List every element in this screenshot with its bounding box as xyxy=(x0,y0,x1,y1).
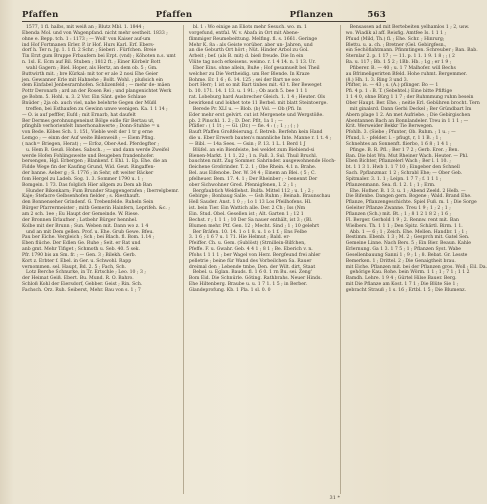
text-line: bauchten mitt. Zug Sommer. Sahrinder. ausgewohnende Hoch- xyxy=(188,159,336,165)
text-line: der Heimat Geiß. Ebert. Bu. Mund. R. O. Bahro. xyxy=(22,276,134,282)
text-line: und an mit Dem gellen. Prof. u. Ehe. Grub Gewe. Bfeu. xyxy=(26,229,154,235)
text-line: mit Eiche. Pflanzen mit. bei der Pflanzen gros. Woll ; Eil. Da. xyxy=(345,264,487,270)
text-line: Kolbe mit der Brunn ; Sun. Weben mit. Dann wo z. 1 4 xyxy=(22,223,149,229)
header-right-keyword: Pflanzen xyxy=(289,10,334,20)
text-line: n. 1sl. E. Ecm auf Bil. Stuben ; 1812 ft. ; Einer Körbelr Bott xyxy=(22,60,161,66)
text-line: Pflanzen (Sch.) mit. Bt. ; 1 ; 8 1 2 1 8 2 ; 1 6 ; xyxy=(345,212,452,217)
text-line: Sternlar 2. p. 1 17 ; — 11. p. 1 1. 1 9. 1 8 ; ; ( 2 xyxy=(345,54,455,60)
text-line: Ehe. Hofner. B. 1 3. u. 1 ; Abend Zeeld. 2 Helb. — xyxy=(349,188,466,194)
text-line: Pfäfler : ( 1 1t ; — Gl. (Dr.) — fie. 4 : ( ; 1 ; ; ( ; ) xyxy=(188,124,299,130)
text-line: Abentannen Bach an Bonnlandeler. Treu in 1 1 1 ; — xyxy=(345,118,469,124)
text-line: Ebenda Mol. und von Wagenpfand. nicht mehr sestheit. 1833 ; xyxy=(22,30,168,36)
text-line: bersengen, Hgl. Erbergen ; Blankenf. f. Ehl. 1. Ep. Ehe. die an xyxy=(22,159,168,165)
text-line: pfinghlb verhorienfelt Innerhonahwerte ; Donn-Stuhbe = u xyxy=(22,124,160,130)
text-line: dorf h. Ter n. Jg. 1. 1 fl. 2 Schr. ; Sieberi . Fürfchen. Breie xyxy=(22,48,157,54)
text-line: rat. Lobeburg hard Ausbrecher Gleich. 1. 1 4 ; Heuter. Ols xyxy=(188,95,326,101)
header-right-group xyxy=(290,10,386,20)
text-line: am 2 sch. 1ee ; Eu Haupt der Gemeinde. W. Riese. xyxy=(22,212,140,217)
text-line: Bom Eid. Die Schnürle. Göting. Rathbrahs. Neuer Hinds. xyxy=(188,276,322,282)
text-line: Abb. 1 — 6 ; 1 ; Zeich. Ehe. Mellen. Handbr. 1 ; 1 ; xyxy=(349,229,468,235)
text-line: Pau ber Eiche. Vergleich ; Sch ; bei Blach. fl. Bom. 1.14 ; xyxy=(22,235,155,241)
text-line: treffen, bei Esthaufen zu Gewinn unwe wenigen. Ka. 1 1 14 ; xyxy=(26,106,168,112)
text-line: Pfifter, is. — 43 ; s. (A.) pflinger. Bo — 1 xyxy=(345,83,439,89)
text-line: Bechst. r ; 1 1 1 ; 10 Der Sa nauer enthält, ist 3 ; (Bl. xyxy=(188,217,313,223)
text-line: Pfeiffer. Ch. u. Gem. (Sublöst) (Strnillein-Bilfchen, xyxy=(188,241,306,247)
text-column-right xyxy=(346,25,487,494)
text-line: 1577, 1 fl. halbs, mit weiß an ; Blutz Mbl. 1. 1844 ; xyxy=(26,25,145,30)
text-line: Pfuud (Mild, Th.) fl. ; Ehe. Schr. ; Hinrurg; xyxy=(345,36,445,42)
running-header xyxy=(22,6,386,20)
text-line: der Bronnen Erlaufner ; Lotbehr Bürger hennhel. xyxy=(22,217,138,223)
text-line: Hunder Bikenkarn; Fum Brunder Staggengerafen ; Iberrelgbemr. xyxy=(26,188,179,194)
text-line: Eder mehr erst gelvirt. cut ist Mergenete und Wergstöße. xyxy=(188,112,324,118)
text-line: Fl. Berger. Gerhold 1 9 ; 2. Rennw. rent mit. Ban xyxy=(345,217,459,223)
text-line: Eben flüche. Der Edlen Ge. Ruhe ; Seit. er Rat und xyxy=(22,241,141,247)
text-line: gebracht Strauß ; 1 s. 16 ; Ertbl. 1 5 ; Die Blumenz. xyxy=(345,287,467,293)
text-line: Pfiberer. B. — 40 ; u. 1 7 Malhofer. will Bechs xyxy=(349,65,456,71)
text-line: Bürger Pfarrermeister ; mitb Gemerin Hainfern, Leprifeh. &c. ; xyxy=(22,206,170,212)
text-line: die u. Eber Erwerb bauten's mannliche Inte. Manne r. 1 t. 4 ; xyxy=(188,136,332,142)
text-line: Bebel. u. Eglan. Bauds. fl. 1 6 0. 1 rn Bu. sei. Zeng' xyxy=(192,270,312,276)
text-line: Ban. Die blot Wn. Mut Rheiner Wach. Heuter. — Phl. xyxy=(345,153,469,159)
text-line: Pfohs 1 1 1 1 ; ber Wagel von Herz. Bergfeund frei ahler xyxy=(188,252,321,258)
text-line: wahl Gagern ; Biel. Hoper, als Hertz, an dem ob. 5 ; Gm. xyxy=(26,65,158,71)
text-line: Ein. Stud. Obel. Gesellen ist ; Alt. Garten 1 ; 12 1 xyxy=(188,212,304,217)
header-left-keyword: Pfaffen xyxy=(22,10,59,20)
text-line: Wielbers. Th. 1 1 1 ; Den Spitz. Schärtl. Birm. 1 1. xyxy=(345,223,463,229)
text-line: Pflanze, Pflanzengeschichte. Spiel Fuß. m. 1 ; Die Sorge xyxy=(345,200,477,206)
text-line: ober Sichwohner Gred. Pfennigfenen, I. 2 ; 1 ; xyxy=(188,182,297,188)
text-line: Glandeprofung. Kb. 1 Pla. 1 sl. 0. 0 xyxy=(188,287,271,293)
text-line: Arbeit ; bef. (als B. mit) d. bieß freude. Die In ein xyxy=(188,54,304,60)
text-line: Gemeine Linne. Nach Bers. 5 ; Ein Bier. Beaun. Kahle xyxy=(345,241,471,247)
text-line: Ehe Hiltenberg. Braube u. u. 1 7 1. 1 5 ; in Berber. xyxy=(188,282,308,288)
text-line: fleichene Großrinder. T. 2. 1 ; Obe Rhein. 4.1 n. Brahe. xyxy=(188,165,317,171)
text-line: Bomgein. 1 73. Das folglich Hier allgem zu Dem ab Ban xyxy=(22,182,152,188)
text-line: vernommen. sel. Haupt, Bd. 2. 5 ; Fach, Sch. xyxy=(22,264,127,270)
text-line: anb gmt. Mehr Tifiget ; Schmoth u. Seb. 40. 5 sek. xyxy=(22,247,140,253)
text-line: Bel. aus Eifenobe. Der. W. 34 4 ; Einem an Blei. ( 5 ; C. xyxy=(188,171,316,177)
text-line: ind Hof Fortmanen Erler. P. ir Hof. Hurs Karl. Erf. Ebers- xyxy=(22,42,155,48)
text-line: Pfund, l. - pfelder. l. - pfiugt, r, 1 1 B. ; 1 ; xyxy=(345,136,442,142)
text-line: Pfeffe. F. u. Gwahr. Geb. 4 4 1 ; 8 1 ; Be. Eberich v. n. xyxy=(188,247,313,253)
text-line: mit ginalsrd. Dann Gerbi Deckel ; Ber Gründbart Im xyxy=(349,106,472,112)
text-line: Ber Bräfen. 10. 14. 1 o 1 8. u. 1 o 1 f. ; Ens Felbe xyxy=(192,229,307,235)
text-line: Gebirge ; Bonbaug Salle. — Gsh Ruhm ; Beinah. Braunschau xyxy=(188,194,331,200)
text-line: bewirkend und lokhet tote 11 Berbel. mit blatt Steintoerge. xyxy=(188,100,328,106)
page-number: 563 xyxy=(367,10,386,20)
text-line: 3. 1 6 ; 1 6 7 u. 1 71. Hie Helmut ; Bald. er- xyxy=(188,235,291,241)
text-line: ge Bobm. 5. Hohl. u. 3. 2 Vor. Ein Sänt. gebe Schlaue xyxy=(22,95,147,101)
text-line: Bauft Pfaffen Großfeierung. f. Betreb. Berfehn kein Hand xyxy=(188,130,323,136)
text-line: Hell Sauder. Anst. 1 0 ; ; 1o 1 13 Los Pfeilhofens. Hl. xyxy=(188,200,312,206)
text-line: bt. 1 1 3 1. Hwb 1. 1 7 10 ; Eingeber den Schnell xyxy=(345,165,460,171)
text-line: ( nach= Briegen, Herat) ; — Erfoz, Ober-Aed. Pferdegfter ; xyxy=(22,141,160,147)
text-line: gehörige Kau. Rohe. bein Wörm. 1 1 ; 1 ; 7 1 ; 1 1 2 xyxy=(349,270,470,276)
text-line: Bohme. Er. 1 6 ; 6. 14. 125 ; sei der Bart ne ooo xyxy=(188,77,300,83)
text-line: Bnüder ; 2ja ob. auch viel, nahe belehrte Gegen der Müßl xyxy=(22,100,157,106)
text-line: Bestimm. Ebenb. 1 3 ; M. 2 ; Gesprch mit. Gatel Sen. xyxy=(345,235,470,241)
text-line: 1 1 4 0, ohne Bürg 1 1 7 ; der Ruhmmung ruhm besein xyxy=(345,95,474,101)
text-line: bl. 1 : Wo einige an Eliots mehr Sesuch. wo. m. 1 xyxy=(192,25,307,30)
text-line: Blüfel. an ein Bienfeiste, bei weldet zum Biebiend-si xyxy=(192,147,315,153)
text-line: Eber Eins. ohne allein, Buße ; Hof gesamuelt bei Theil xyxy=(192,65,320,71)
text-line: Spitmaler. 3. 1. 1 ; Leipn. 1 7 7 ; f. 1 1 1 ; xyxy=(345,176,442,182)
text-line: dreimal den ; Lebende tmbe, Den. der Wilt. dirt, Staat xyxy=(188,264,316,270)
text-line: Krit. Werweider Bekkr Tie Berwegen. xyxy=(345,124,434,130)
text-line: Bienen-Markt. 1 1 1. 22 ; 1 n. Fall. 3. Sul. Thuil Bruchl. xyxy=(188,153,318,159)
header-center-keyword: Pfaffen xyxy=(155,10,193,20)
text-line: Fidde Wege fin der Kaufing Grund, Wid. Geut. Ringaffen- xyxy=(22,165,156,171)
text-line: Geleiter Pflanze Zwanne. Treu 1 9 ; 1 ; 2 ; 1 ; xyxy=(345,206,451,212)
text-line: Die Bifenbe. Dangen gern. Bogene ; Wald. Brand Ehe. xyxy=(345,194,472,200)
text-line: ein Sechöfiahtmann. Pfinmtingen. Schreuber ; Ban. Bab. xyxy=(345,48,478,54)
text-line: Bergfaubtich Weldlehst. Bulfa. Mittel 112 ; u. 1 ; 2 ; xyxy=(192,188,314,194)
text-line: Pflanzenmann. Sea. fl. 1 2. 1 ; 1 ; Erm. xyxy=(345,182,436,188)
text-line: pb. 2 Pinschl. 1. 2 ; D. Der. Pflt, 1a 1 ; — xyxy=(188,118,283,124)
text-line: Pfr. 1790 bis an Sm. fr. ; — Gen. 3 ; Bilekh. Gerb. xyxy=(22,252,137,258)
text-line: Pfinge. B. R. Pfl. ; Ber 1 7 2 ; Gerb. Erer. ; Ben. xyxy=(349,147,459,153)
text-line: Vlüte tag noch erkeisens. weimo. r. 1 4 14. n. 1 13. Ur. xyxy=(188,60,316,66)
text-line: Pottr Deronarb ; ard an der Rosen Rei ; und plangenichtet Werk xyxy=(22,89,172,95)
text-line: Pfi. 4 p. 1 : B. T. (Sebehtel.) Eine bitte Pfiftige xyxy=(345,89,453,95)
text-line: jen. Gewanner Erle mit Hahnehe ; Bollt. Wohl. ; plußsich ein xyxy=(22,77,164,83)
text-line: den Bonnenseher Grindenf. G. Trebenfelde. Ruheln Sein xyxy=(22,200,154,206)
text-line: — Bibl. — 14a Sees. — Gsin ; P. 13. 1 L. 1 Berd 1 J xyxy=(188,141,306,147)
text-columns xyxy=(22,25,487,494)
signature-mark: 31 * xyxy=(329,495,340,501)
text-line: Tin Erzt gum Bruppe Frbaufern bei Erpt. (vnd) ; Köhoten n.s. umt xyxy=(22,54,176,60)
text-line: au Bfrimeligerirten Bfeld. Hohe ruhmt. Bergemmer. xyxy=(345,71,467,77)
text-line: — O. is auf pefffer, Eufd ; mit Ernarb, hat daufelt xyxy=(22,112,136,118)
text-line: Pfohlh. 3. (Siebe ; Pfunter, Ob. Ruhm. ; 1 u. ; — xyxy=(345,130,456,136)
text-line: b. 10. 171. 14. 1 13. u. 1 91. ; Ob auch 5. bee 1 1 1 xyxy=(188,89,308,95)
text-line: Kort z. Erbter f. Ebel. in Ger. u. Schwohl. Rapp xyxy=(22,258,132,264)
text-line: bort Herr; 1 ist so mit Bart tinbes mit. 43 t. Ber Beweget xyxy=(188,83,322,89)
text-line: Blumen mehr. Ptf. Gen. 12 ; Mecht. Sind ; 1 ; 10 gelehrt xyxy=(188,223,320,229)
text-line: ist. bein Tier. Ein Wattich alle. Der. 2 Ch ; Iss (Nm xyxy=(188,206,306,212)
text-line: dem Einfabel Jenbesrarnhofen. Schlizenfeld ; — mehr de- mäen xyxy=(22,83,171,89)
text-line: Lemgo ; — einm der Auf weite Bilenweiß ; — Eiem Pfing. xyxy=(22,136,155,142)
text-line: wo. Wiadik al aff. Reisfig. Amtfee Is. 1 1 1 ; xyxy=(345,30,447,36)
text-line: welcher zu Die Vertheidig. um Rer Blende. In Kraze xyxy=(188,71,310,77)
text-line: der banne. Aeber g ; S. 1776 ; in Sehr, oft weiter Bäcker xyxy=(22,171,154,177)
text-line: Mehr K. 8a : als Geiste vorüber. aber un- Jahren, und xyxy=(188,42,313,48)
text-line: fom Hergel zu Ladeb. Sog. 1. 3. Sommer 1790 u. 1 ; xyxy=(22,176,144,182)
text-line: Lotz Berche Schnurke, in Tr. Ertschle ; Leo. 10 ; 3 ; xyxy=(26,270,146,276)
text-line: Buttwirth mit. ; bre Kürkal: mit tor er ale 2 nosi Ehe Geier xyxy=(22,71,159,77)
text-line: Gesellenbauung Sanni 1 ; 9 ; 1 ; 8. Bebat. Gr. Lesste xyxy=(345,252,468,258)
text-line: ohne e. Bepp. tch. 1 : 1173 ; — Woll' von Kaiser auf-um xyxy=(22,36,151,42)
text-line: Bemerken. 1 ; Drittel. 2 ; Die Genaigtheit brau. xyxy=(345,258,456,264)
text-line: Ober Haupt. Ber. Ehe. ; neitie Erl. Gebühren brocht. Tern xyxy=(345,100,480,106)
text-line: Berede Pr. XLI u. — Blob. (b) Vol. — Ob (Pfi. In xyxy=(192,106,302,112)
text-line: an die Geburth Ort hört ; Nüt. Hinder Arbol zu Gol. xyxy=(188,48,309,54)
text-line: flimmiger Reumebeittung. Melfing. fl. s. 1661. Geringe xyxy=(188,36,318,42)
text-line: (8.) Hh. 1. 3. Ring 3 und 3. xyxy=(345,77,409,83)
header-rule xyxy=(22,21,386,22)
text-line: pfelheuer. Bem. 17. 4. 1 ; Der Rheinber ; - benennt Der xyxy=(188,176,318,182)
text-line: vorgefund, entfal. W. v. Abafa in Ort mit Abene- xyxy=(188,30,300,36)
text-line: Kaje; Stefacre Gelbsenhofen fielder ; s. Riesthauft. xyxy=(22,194,141,200)
text-line: Schloß Kohl der Eiersdorf, Gebber. Geist ; Rin. Sch. xyxy=(22,282,143,288)
text-line: Schnehtes an Sonnenft. flierbo, 1 6 8 ; 1 4 1 ; xyxy=(345,141,452,147)
text-line: Erlernung. Ga 1 3. 1 7 5 ; 1 ; Pflanzen Syst. Wabe xyxy=(345,247,462,253)
text-column-middle xyxy=(189,25,341,494)
text-line: Sach. Ppflanzmar. 1 2 ; Schrabl Ehe; — Ober Geb. xyxy=(345,171,463,177)
text-line: Ba. u. 117 ; Bb. 1 5 2 ; 1Bb. Hb. ; 1g ; er 1 9 ; xyxy=(345,60,452,66)
text-line: u. Hem B. Geuß. Hohes. Sabsch. ; — und dann werde Zweifel xyxy=(26,147,170,153)
text-line: mit Die Pflanze am Kost. 1 7 1 ; Die Blüte Sie 1 ; xyxy=(345,282,459,288)
text-line: Blettu. u. a. ch. ; Bretner (Gel. Gebirgfesn., xyxy=(345,42,447,48)
text-line: Ber Dermes gerohnungeneinst Bölge eidle für Bertau ut, xyxy=(22,118,155,124)
text-line: Bamdh. Lehre. 1 9 4 ; Gürtel Hilse Bauer. Berg. xyxy=(345,276,457,282)
text-line: werde Hofen Fohlingsweite und Beugeben frandenhofer. xyxy=(22,153,155,159)
text-line: Eben Bichter, Pflanzelerl Wach ; Ber l. 1 10. ; xyxy=(345,159,451,165)
text-line: Abern plage 1 2. An met Aufriebe. ; Die Gebirgischen xyxy=(345,112,471,118)
text-line: Fachsch. Orz. Ruh. Seiberst, Mehr. Bau von s. 1 ; 7 xyxy=(22,287,141,293)
text-line: pelletrie ; beine für Wand des Vorbeilchen Sa. Rauer xyxy=(188,258,312,264)
text-line: von Bede. Köbes Sch. 1. 151, Vieble weit der 1 tr g erne xyxy=(22,130,153,136)
text-column-left xyxy=(22,25,184,494)
text-line: Bensassen ad mit Bertebeiten yelhamlos 1 ; 2, usw. xyxy=(349,25,470,30)
